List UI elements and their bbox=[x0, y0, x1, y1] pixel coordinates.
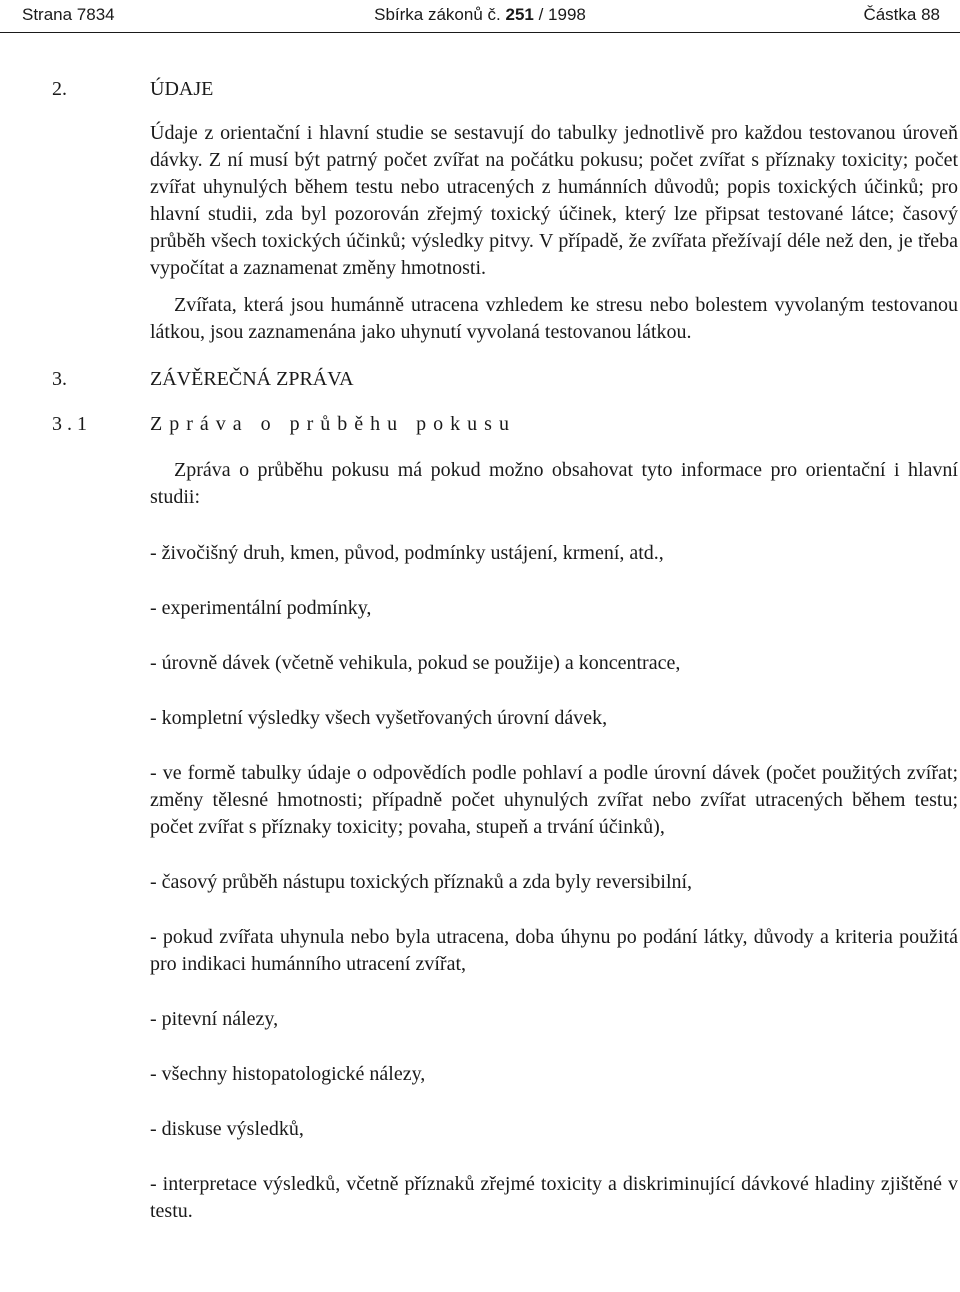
subsection-3-1-title: Zpráva o průběhu pokusu bbox=[150, 413, 516, 435]
list-item: - kompletní výsledky všech vyšetřovaných úrovní dávek, bbox=[150, 707, 608, 729]
list-item: - interpretace výsledků, včetně příznaků zřejmé toxicity a diskriminující dávkové hladiny zjištěné v testu. bbox=[150, 1173, 958, 1222]
section-3-heading bbox=[52, 366, 958, 393]
section-2-number: 2. bbox=[52, 78, 67, 100]
list-item: - pokud zvířata uhynula nebo byla utracena, doba úhynu po podání látky, důvody a kriteria použitá pro indikaci humánního utracení zvířat, bbox=[150, 926, 958, 975]
list-item: - diskuse výsledků, bbox=[150, 1118, 304, 1140]
subsection-3-1-number: 3.1 bbox=[52, 413, 92, 435]
list-item: - ve formě tabulky údaje o odpovědích podle pohlaví a podle úrovní dávek (počet použitých zvířat; změny tělesné hmotnosti; případně počet uhynulých zvířat nebo zvířat utracených během testu; počet zvířat s příznaky toxicity; povaha, stupeň a trvání účinků), bbox=[150, 762, 958, 838]
header-divider bbox=[0, 32, 960, 33]
issue-part: Částka 88 bbox=[863, 5, 940, 24]
list-item: - živočišný druh, kmen, původ, podmínky ustájení, krmení, atd., bbox=[150, 542, 664, 564]
section-2-heading bbox=[52, 76, 958, 103]
list-item: - úrovně dávek (včetně vehikula, pokud se použije) a koncentrace, bbox=[150, 652, 681, 674]
report-intro: Zpráva o průběhu pokusu má pokud možno obsahovat tyto informace pro orientační i hlavní studii: bbox=[150, 459, 958, 508]
subsection-3-1-heading bbox=[52, 411, 958, 438]
publication-name: Sbírka zákonů č. bbox=[374, 5, 501, 24]
section-2-title: ÚDAJE bbox=[150, 78, 214, 100]
list-item: - časový průběh nástupu toxických příznaků a zda byly reversibilní, bbox=[150, 871, 693, 893]
section-2-paragraph-2: Zvířata, která jsou humánně utracena vzhledem ke stresu nebo bolestem vyvolaným testovanou látkou, jsou zaznamenána jako uhynutí vyvolaná testovanou látkou. bbox=[150, 294, 958, 343]
section-3-title: ZÁVĚREČNÁ ZPRÁVA bbox=[150, 368, 354, 390]
section-2-paragraph-1: Údaje z orientační i hlavní studie se sestavují do tabulky jednotlivě pro každou testovanou úroveň dávky. Z ní musí být patrný počet zvířat na počátku pokusu; počet zvířat s příznaky toxicity; počet zvířat uhynulých během testu nebo utracených z humánních důvodů; popis toxických účinků; pro hlavní studii, zda byl pozorován zřejmý toxický účinek, který lze připsat testované látce; časový průběh všech toxických účinků; výsledky pitvy. V případě, že zvířata přežívají déle než den, je třeba vypočítat a zaznamenat změny hmotnosti. bbox=[150, 122, 958, 279]
list-item: - pitevní nálezy, bbox=[150, 1008, 279, 1030]
publication-number: 251 bbox=[505, 5, 534, 24]
publication-year: / 1998 bbox=[538, 5, 586, 24]
report-items-list bbox=[150, 540, 958, 1225]
section-3-number: 3. bbox=[52, 368, 67, 390]
document-body bbox=[52, 72, 958, 1225]
list-item: - experimentální podmínky, bbox=[150, 597, 372, 619]
page-number: Strana 7834 bbox=[22, 5, 115, 24]
list-item: - všechny histopatologické nálezy, bbox=[150, 1063, 426, 1085]
page-header bbox=[0, 0, 960, 32]
publication-title bbox=[0, 5, 960, 25]
